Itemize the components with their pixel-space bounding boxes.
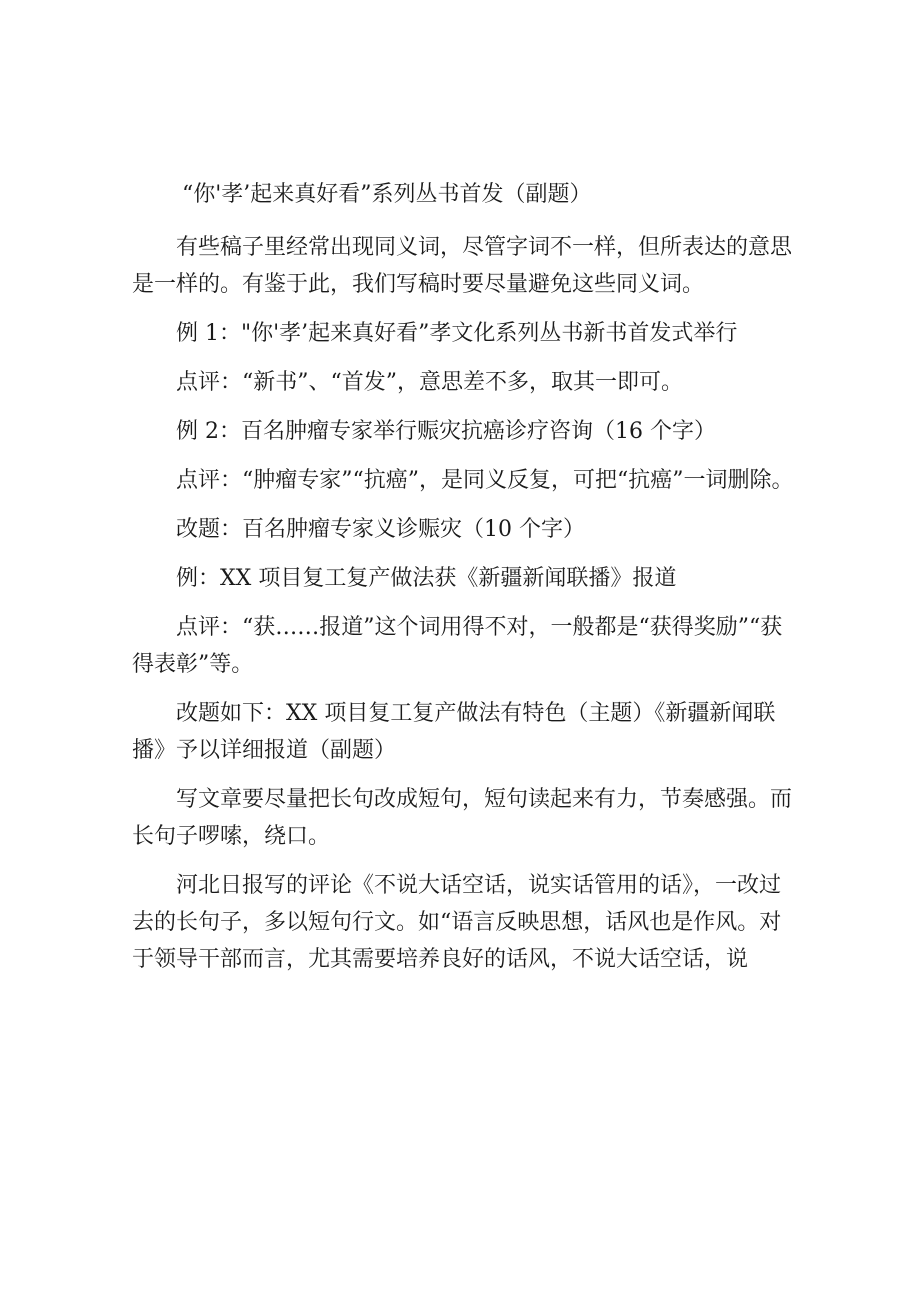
paragraph-short-sentences: 写文章要尽量把长句改成短句，短句读起来有力，节奏感强。而长句子啰嗦，绕口。 xyxy=(132,787,793,849)
paragraph-comment-1: 点评：“新书”、“首发”，意思差不多，取其一即可。 xyxy=(176,370,683,395)
document-body xyxy=(132,176,802,990)
paragraph-comment-2: 点评：“肿瘤专家”“抗癌”，是同义反复，可把“抗癌”一词删除。 xyxy=(176,468,794,493)
paragraph-revision-2: 改题：百名肿瘤专家义诊赈灾（10 个字） xyxy=(176,517,585,542)
paragraph-revision-3: 改题如下：XX 项目复工复产做法有特色（主题）《新疆新闻联播》予以详细报道（副题） xyxy=(132,701,776,763)
paragraph-example-1: 例 1："你'孝’起来真好看”孝文化系列丛书新书首发式举行 xyxy=(176,321,738,346)
paragraph-example-3: 例：XX 项目复工复产做法获《新疆新闻联播》报道 xyxy=(176,566,677,591)
paragraph-example-2: 例 2：百名肿瘤专家举行赈灾抗癌诊疗咨询（16 个字） xyxy=(176,419,716,444)
subtitle-heading: “你'孝’起来真好看”系列丛书首发（副题） xyxy=(182,182,592,207)
paragraph-hebei-daily: 河北日报写的评论《不说大话空话，说实话管用的话》，一改过去的长句子，多以短句行文。如“语言反映思想，话风也是作风。对于领导干部而言，尤其需要培养良好的话风，不说大话空话，说 xyxy=(132,873,782,972)
paragraph-comment-3: 点评：“获……报道”这个词用得不对，一般都是“获得奖励”“获得表彰”等。 xyxy=(132,615,783,677)
paragraph-intro: 有些稿子里经常出现同义词，尽管字词不一样，但所表达的意思是一样的。有鉴于此，我们写稿时要尽量避免这些同义词。 xyxy=(132,235,793,297)
